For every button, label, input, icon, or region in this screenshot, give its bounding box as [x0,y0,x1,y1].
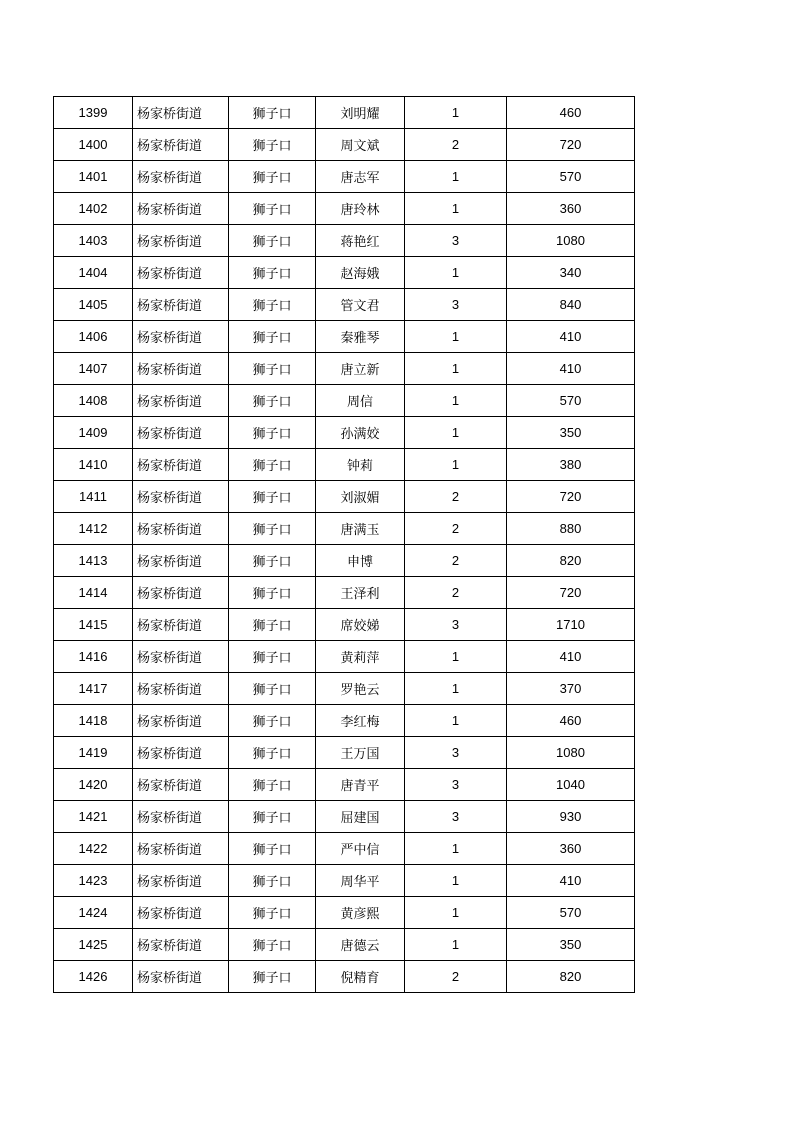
row-number-cell: 1424 [54,897,133,929]
row-number-cell: 1405 [54,289,133,321]
amount-cell: 840 [507,289,635,321]
street-cell: 杨家桥街道 [133,961,229,993]
community-cell: 狮子口 [229,321,316,353]
amount-cell: 460 [507,97,635,129]
row-number-cell: 1400 [54,129,133,161]
name-cell: 唐满玉 [316,513,405,545]
row-number-cell: 1417 [54,673,133,705]
row-number-cell: 1426 [54,961,133,993]
count-cell: 2 [405,481,507,513]
street-cell: 杨家桥街道 [133,161,229,193]
table-row [54,513,635,545]
amount-cell: 720 [507,129,635,161]
street-cell: 杨家桥街道 [133,801,229,833]
amount-cell: 350 [507,929,635,961]
street-cell: 杨家桥街道 [133,705,229,737]
count-cell: 3 [405,737,507,769]
community-cell: 狮子口 [229,801,316,833]
street-cell: 杨家桥街道 [133,577,229,609]
street-cell: 杨家桥街道 [133,673,229,705]
table-row [54,353,635,385]
count-cell: 2 [405,577,507,609]
row-number-cell: 1420 [54,769,133,801]
community-cell: 狮子口 [229,449,316,481]
amount-cell: 720 [507,577,635,609]
row-number-cell: 1404 [54,257,133,289]
name-cell: 申博 [316,545,405,577]
table-row [54,737,635,769]
table-row [54,897,635,929]
community-cell: 狮子口 [229,769,316,801]
table-row [54,97,635,129]
row-number-cell: 1403 [54,225,133,257]
name-cell: 孙满姣 [316,417,405,449]
name-cell: 黄莉萍 [316,641,405,673]
count-cell: 2 [405,129,507,161]
street-cell: 杨家桥街道 [133,769,229,801]
street-cell: 杨家桥街道 [133,97,229,129]
community-cell: 狮子口 [229,545,316,577]
amount-cell: 820 [507,545,635,577]
name-cell: 管文君 [316,289,405,321]
community-cell: 狮子口 [229,865,316,897]
amount-cell: 410 [507,641,635,673]
community-cell: 狮子口 [229,961,316,993]
name-cell: 刘淑媚 [316,481,405,513]
count-cell: 1 [405,865,507,897]
name-cell: 席姣娣 [316,609,405,641]
amount-cell: 1080 [507,737,635,769]
community-cell: 狮子口 [229,385,316,417]
amount-cell: 410 [507,353,635,385]
row-number-cell: 1407 [54,353,133,385]
row-number-cell: 1411 [54,481,133,513]
street-cell: 杨家桥街道 [133,481,229,513]
street-cell: 杨家桥街道 [133,321,229,353]
community-cell: 狮子口 [229,417,316,449]
name-cell: 周信 [316,385,405,417]
community-cell: 狮子口 [229,609,316,641]
table-row [54,321,635,353]
table-row [54,481,635,513]
count-cell: 3 [405,609,507,641]
row-number-cell: 1419 [54,737,133,769]
count-cell: 1 [405,385,507,417]
count-cell: 2 [405,513,507,545]
row-number-cell: 1425 [54,929,133,961]
community-cell: 狮子口 [229,161,316,193]
street-cell: 杨家桥街道 [133,289,229,321]
table-row [54,769,635,801]
row-number-cell: 1422 [54,833,133,865]
row-number-cell: 1399 [54,97,133,129]
amount-cell: 410 [507,865,635,897]
row-number-cell: 1414 [54,577,133,609]
amount-cell: 380 [507,449,635,481]
count-cell: 1 [405,353,507,385]
table-row [54,449,635,481]
community-cell: 狮子口 [229,289,316,321]
count-cell: 1 [405,641,507,673]
street-cell: 杨家桥街道 [133,129,229,161]
table-row [54,833,635,865]
amount-cell: 370 [507,673,635,705]
count-cell: 2 [405,961,507,993]
table-row [54,417,635,449]
table-row [54,929,635,961]
name-cell: 秦雅琴 [316,321,405,353]
street-cell: 杨家桥街道 [133,417,229,449]
community-cell: 狮子口 [229,129,316,161]
name-cell: 唐立新 [316,353,405,385]
amount-cell: 1710 [507,609,635,641]
count-cell: 1 [405,449,507,481]
row-number-cell: 1416 [54,641,133,673]
table-row [54,225,635,257]
amount-cell: 360 [507,833,635,865]
row-number-cell: 1423 [54,865,133,897]
name-cell: 王泽利 [316,577,405,609]
amount-cell: 930 [507,801,635,833]
count-cell: 1 [405,417,507,449]
count-cell: 3 [405,801,507,833]
count-cell: 1 [405,257,507,289]
name-cell: 唐玲林 [316,193,405,225]
count-cell: 1 [405,161,507,193]
amount-cell: 820 [507,961,635,993]
street-cell: 杨家桥街道 [133,929,229,961]
table-row [54,641,635,673]
name-cell: 唐志军 [316,161,405,193]
row-number-cell: 1402 [54,193,133,225]
document-sheet [53,96,635,993]
row-number-cell: 1413 [54,545,133,577]
row-number-cell: 1410 [54,449,133,481]
community-cell: 狮子口 [229,705,316,737]
row-number-cell: 1418 [54,705,133,737]
community-cell: 狮子口 [229,97,316,129]
community-cell: 狮子口 [229,897,316,929]
table-body [54,97,635,993]
table-row [54,193,635,225]
community-cell: 狮子口 [229,353,316,385]
community-cell: 狮子口 [229,641,316,673]
community-cell: 狮子口 [229,257,316,289]
name-cell: 黄彦熙 [316,897,405,929]
table-row [54,865,635,897]
row-number-cell: 1406 [54,321,133,353]
community-cell: 狮子口 [229,513,316,545]
amount-cell: 570 [507,161,635,193]
name-cell: 刘明耀 [316,97,405,129]
street-cell: 杨家桥街道 [133,609,229,641]
community-cell: 狮子口 [229,193,316,225]
community-cell: 狮子口 [229,577,316,609]
count-cell: 3 [405,225,507,257]
name-cell: 赵海娥 [316,257,405,289]
count-cell: 1 [405,97,507,129]
amount-cell: 360 [507,193,635,225]
row-number-cell: 1421 [54,801,133,833]
street-cell: 杨家桥街道 [133,449,229,481]
street-cell: 杨家桥街道 [133,897,229,929]
street-cell: 杨家桥街道 [133,353,229,385]
count-cell: 1 [405,705,507,737]
count-cell: 3 [405,289,507,321]
count-cell: 2 [405,545,507,577]
amount-cell: 460 [507,705,635,737]
row-number-cell: 1415 [54,609,133,641]
amount-cell: 570 [507,385,635,417]
count-cell: 1 [405,193,507,225]
street-cell: 杨家桥街道 [133,641,229,673]
row-number-cell: 1401 [54,161,133,193]
name-cell: 钟莉 [316,449,405,481]
community-cell: 狮子口 [229,673,316,705]
community-cell: 狮子口 [229,225,316,257]
table-row [54,161,635,193]
table-row [54,673,635,705]
name-cell: 屈建国 [316,801,405,833]
table-row [54,577,635,609]
table-row [54,545,635,577]
table-row [54,385,635,417]
name-cell: 罗艳云 [316,673,405,705]
street-cell: 杨家桥街道 [133,385,229,417]
street-cell: 杨家桥街道 [133,257,229,289]
row-number-cell: 1412 [54,513,133,545]
amount-cell: 1040 [507,769,635,801]
table-row [54,961,635,993]
name-cell: 王万国 [316,737,405,769]
name-cell: 唐青平 [316,769,405,801]
street-cell: 杨家桥街道 [133,737,229,769]
community-cell: 狮子口 [229,929,316,961]
amount-cell: 570 [507,897,635,929]
name-cell: 周华平 [316,865,405,897]
row-number-cell: 1408 [54,385,133,417]
community-cell: 狮子口 [229,833,316,865]
name-cell: 蒋艳红 [316,225,405,257]
name-cell: 唐德云 [316,929,405,961]
table-row [54,129,635,161]
street-cell: 杨家桥街道 [133,225,229,257]
amount-cell: 350 [507,417,635,449]
street-cell: 杨家桥街道 [133,865,229,897]
name-cell: 严中信 [316,833,405,865]
data-table [53,96,635,993]
amount-cell: 410 [507,321,635,353]
row-number-cell: 1409 [54,417,133,449]
table-row [54,609,635,641]
name-cell: 周文斌 [316,129,405,161]
street-cell: 杨家桥街道 [133,545,229,577]
count-cell: 1 [405,929,507,961]
amount-cell: 1080 [507,225,635,257]
table-row [54,289,635,321]
count-cell: 1 [405,833,507,865]
amount-cell: 720 [507,481,635,513]
amount-cell: 340 [507,257,635,289]
name-cell: 李红梅 [316,705,405,737]
table-row [54,257,635,289]
street-cell: 杨家桥街道 [133,193,229,225]
street-cell: 杨家桥街道 [133,513,229,545]
table-row [54,801,635,833]
community-cell: 狮子口 [229,481,316,513]
table-row [54,705,635,737]
amount-cell: 880 [507,513,635,545]
community-cell: 狮子口 [229,737,316,769]
count-cell: 1 [405,321,507,353]
street-cell: 杨家桥街道 [133,833,229,865]
count-cell: 3 [405,769,507,801]
count-cell: 1 [405,897,507,929]
count-cell: 1 [405,673,507,705]
name-cell: 倪精育 [316,961,405,993]
